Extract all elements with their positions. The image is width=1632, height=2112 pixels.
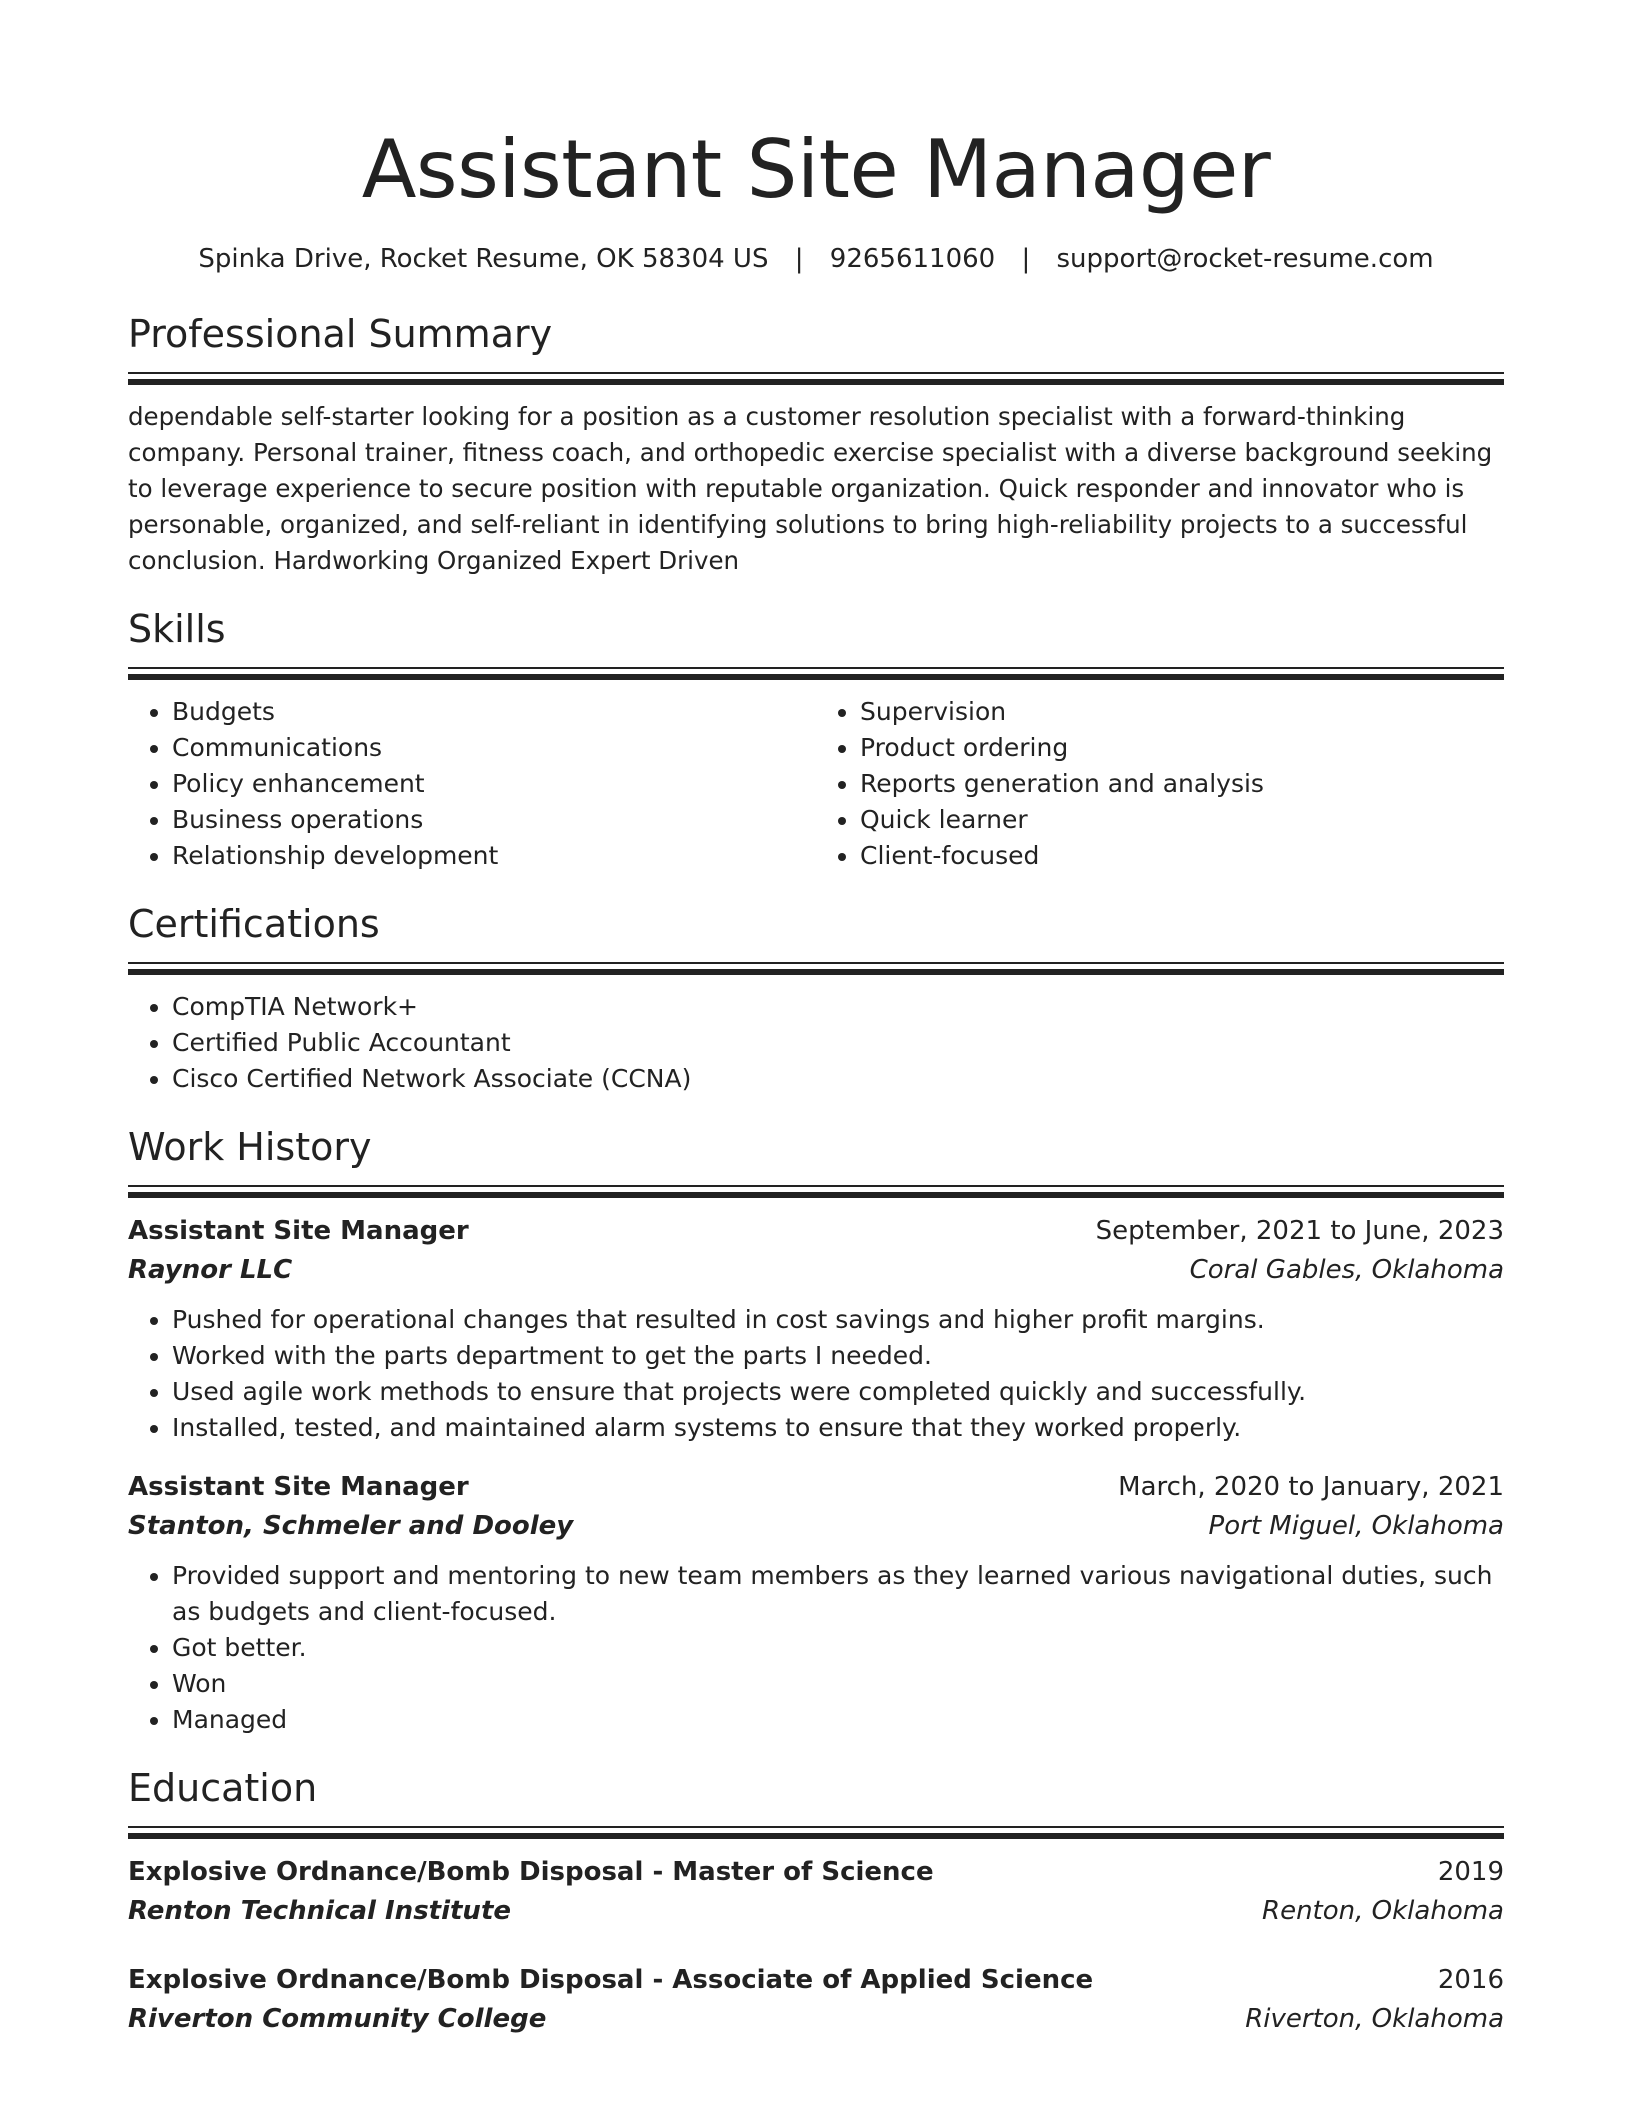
section-divider [128,1185,1504,1198]
section-divider [128,1826,1504,1839]
skill-item: • Policy enhancement [172,766,816,802]
section-divider [128,372,1504,385]
skill-item: • Product ordering [860,730,1504,766]
contact-line [128,242,1504,276]
contact-separator: | [794,244,804,274]
summary-text: dependable self-starter looking for a position as a customer resolution specialist with a forward-thinking company. Personal trainer, fitness coach, and orthopedic exercise specialist with a diverse background seeking to leverage experience to secure position with reputable organization. Quick responder and innovator who is personable, organized, and self-reliant in identifying solutions to bring high-reliability projects to a successful conclusion. Hardworking Organized Expert Driven [128,402,1493,575]
job-location: Coral Gables, Oklahoma [1189,1255,1504,1285]
job-dates: March, 2020 to January, 2021 [1118,1472,1504,1502]
certifications-section [128,900,1504,1097]
section-divider [128,667,1504,680]
resume-name: Assistant Site Manager [361,123,1271,216]
skill-item: • Communications [172,730,816,766]
education-degree: Explosive Ordnance/Bomb Disposal - Master of Science [128,1857,934,1887]
skill-item: • Relationship development [172,838,816,874]
section-title-skills: Skills [128,607,226,651]
skill-item: • Reports generation and analysis [860,766,1504,802]
education-year: 2019 [1437,1857,1504,1887]
job-bullet: • Won [172,1666,1504,1702]
section-title-work: Work History [128,1125,372,1169]
education-entry [128,1961,1504,2039]
contact-separator: | [1021,244,1031,274]
skills-section [128,605,1504,874]
skill-item: • Supervision [860,694,1504,730]
education-entry [128,1853,1504,1931]
education-header [128,1853,1504,1891]
work-history-section [128,1123,1504,1738]
job-bullet: • Installed, tested, and maintained alarm systems to ensure that they worked properly. [172,1410,1504,1446]
skill-item: • Budgets [172,694,816,730]
job-header [128,1212,1504,1250]
job-entry [128,1468,1504,1738]
job-subheader [128,1250,1504,1290]
job-title: Assistant Site Manager [128,1472,469,1502]
job-title: Assistant Site Manager [128,1216,469,1246]
job-entry [128,1212,1504,1446]
education-degree: Explosive Ordnance/Bomb Disposal - Associate of Applied Science [128,1965,1094,1995]
contact-email: support@rocket-resume.com [1056,244,1434,274]
skills-list-right [816,694,1504,874]
education-header [128,1961,1504,1999]
skill-item: • Quick learner [860,802,1504,838]
section-title-summary: Professional Summary [128,312,553,356]
education-location: Riverton, Oklahoma [1245,2004,1504,2034]
education-subheader [128,1891,1504,1931]
job-company: Raynor LLC [128,1255,293,1285]
skill-item: • Client-focused [860,838,1504,874]
education-school: Renton Technical Institute [128,1896,512,1926]
section-title-education: Education [128,1766,318,1810]
job-header [128,1468,1504,1506]
section-title-certifications: Certifications [128,902,380,946]
summary-section [128,310,1504,579]
certification-item: • Certified Public Accountant [172,1025,1504,1061]
job-bullets [128,1302,1504,1446]
job-bullet: • Got better. [172,1630,1504,1666]
education-year: 2016 [1437,1965,1504,1995]
education-location: Renton, Oklahoma [1262,1896,1504,1926]
certification-item: • CompTIA Network+ [172,989,1504,1025]
job-location: Port Miguel, Oklahoma [1208,1511,1504,1541]
skills-list-left [128,694,816,874]
job-subheader [128,1506,1504,1546]
education-subheader [128,1999,1504,2039]
job-bullet: • Worked with the parts department to get the parts I needed. [172,1338,1504,1374]
contact-phone: 9265611060 [829,244,996,274]
education-section [128,1764,1504,2039]
job-bullet: • Pushed for operational changes that resulted in cost savings and higher profit margins. [172,1302,1504,1338]
skills-columns [128,694,1504,874]
job-bullet: • Provided support and mentoring to new team members as they learned various navigational duties, such as budgets and client-focused. [172,1558,1504,1630]
job-bullet: • Used agile work methods to ensure that projects were completed quickly and successfully. [172,1374,1504,1410]
job-dates: September, 2021 to June, 2023 [1095,1216,1504,1246]
job-bullets [128,1558,1504,1738]
education-school: Riverton Community College [128,2004,547,2034]
section-divider [128,962,1504,975]
job-company: Stanton, Schmeler and Dooley [128,1511,574,1541]
skill-item: • Business operations [172,802,816,838]
contact-address: Spinka Drive, Rocket Resume, OK 58304 US [198,244,769,274]
certifications-list [128,989,1504,1097]
certification-item: • Cisco Certified Network Associate (CCNA) [172,1061,1504,1097]
job-bullet: • Managed [172,1702,1504,1738]
